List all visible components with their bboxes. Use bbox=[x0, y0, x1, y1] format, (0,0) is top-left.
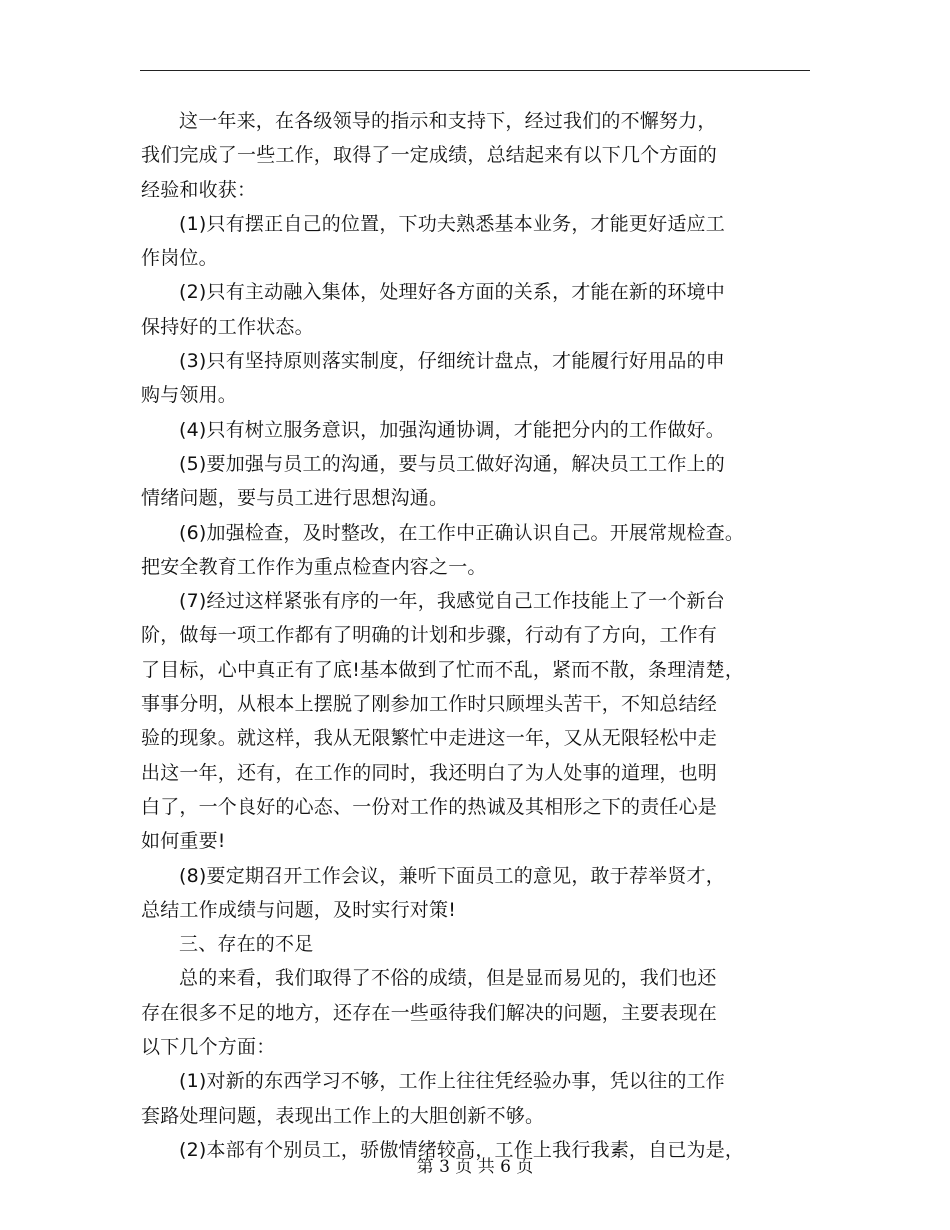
paragraph-item-6: (6)加强检查，及时整改，在工作中正确认识自己。开展常规检查。 把安全教育工作作为重点检查内容之一。 bbox=[141, 521, 745, 578]
paragraph-item-2: (2)只有主动融入集体，处理好各方面的关系，才能在新的环境中 保持好的工作状态。 bbox=[141, 281, 725, 338]
header-rule bbox=[140, 70, 810, 71]
page-number-footer: 第 3 页 共 6 页 bbox=[416, 1157, 534, 1177]
paragraph-shortcoming-1: (1)对新的东西学习不够，工作上往往凭经验办事，凭以往的工作 套路处理问题，表现出工作上的大胆创新不够。 bbox=[141, 1070, 725, 1127]
paragraph-shortcoming-2: (2)本部有个别员工，骄傲情绪较高，工作上我行我素，自已为是， bbox=[179, 1138, 745, 1161]
paragraph-item-1: (1)只有摆正自己的位置，下功夫熟悉基本业务，才能更好适应工 作岗位。 bbox=[141, 212, 725, 270]
section-heading-shortcomings: 三、存在的不足 bbox=[179, 933, 314, 956]
paragraph-item-8: (8)要定期召开工作会议，兼听下面员工的意见，敢于荐举贤才， 总结工作成绩与问题，及时实行对策! bbox=[141, 864, 725, 921]
paragraph-intro: 这一年来，在各级领导的指示和支持下，经过我们的不懈努力， 我们完成了一些工作，取得了一定成绩，总结起来有以下几个方面的 经验和收获： bbox=[141, 110, 718, 201]
document-body bbox=[141, 104, 811, 1167]
paragraph-item-4: (4)只有树立服务意识，加强沟通协调，才能把分内的工作做好。 bbox=[179, 418, 725, 441]
paragraph-item-3: (3)只有坚持原则落实制度，仔细统计盘点，才能履行好用品的申 购与领用。 bbox=[141, 350, 725, 407]
paragraph-shortcomings-intro: 总的来看，我们取得了不俗的成绩，但是显而易见的，我们也还 存在很多不足的地方，还存在一些亟待我们解决的问题，主要表现在 以下几个方面： bbox=[141, 967, 718, 1059]
paragraph-item-5: (5)要加强与员工的沟通，要与员工做好沟通，解决员工工作上的 情绪问题，要与员工进行思想沟通。 bbox=[141, 452, 725, 510]
paragraph-item-7: (7)经过这样紧张有序的一年，我感觉自己工作技能上了一个新台 阶，做每一项工作都有了明确的计划和步骤，行动有了方向，工作有 了目标，心中真正有了底!基本做到了忙而不乱，紧而不散，条理清楚， 事事分明，从根本上摆脱了刚参加工作时只顾埋头苦干，不知总结经 验的现象。就这样，我从无限繁忙中走进这一年，又从无限轻松中走 出这一年，还有，在工作的同时，我还明白了为人处事的道理，也明 白了，一个良好的心态、一份对工作的热诚及其相形之下的责任心是 如何重要! bbox=[141, 590, 745, 853]
